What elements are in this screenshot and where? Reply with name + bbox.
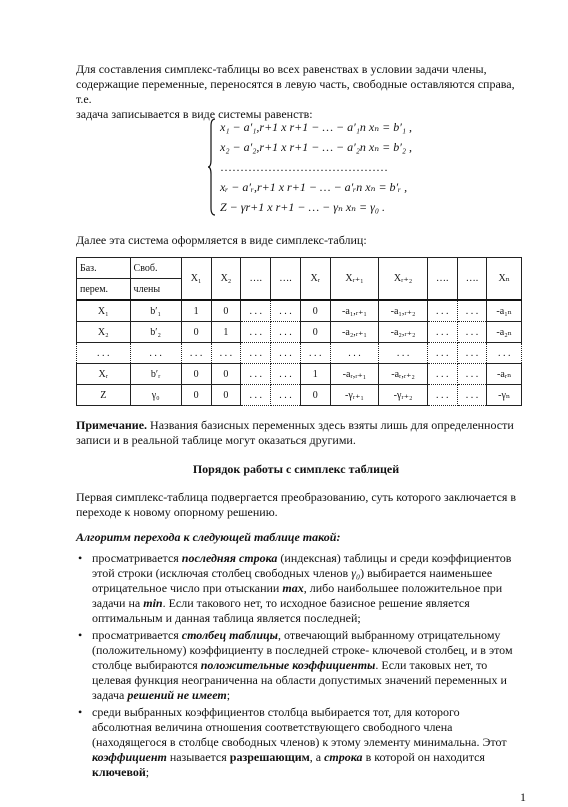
table-cell: . . .: [427, 300, 457, 322]
table-cell: -a₂,ᵣ₊₁: [330, 322, 379, 343]
first-paragraph: [76, 490, 516, 520]
note-line-1: Названия базисных переменных здесь взяты лишь для определенности: [147, 418, 514, 432]
table-cell: Xᵣ: [77, 364, 131, 385]
algorithm-title: Алгоритм перехода к следующей таблице такой:: [76, 530, 341, 544]
table-cell: -aᵣ,ᵣ₊₁: [330, 364, 379, 385]
page-number: 1: [520, 790, 526, 804]
table-cell: -aᵣ,ᵣ₊₂: [379, 364, 428, 385]
intro-line-1: Для составления симплекс-таблицы во всех равенствах в условии задачи члены,: [76, 62, 487, 76]
intro-line-2: содержащие переменные, переносятся в левую часть, свободные оставляются справа, т.е.: [76, 77, 515, 106]
table-cell: . . .: [130, 343, 181, 364]
table-header-row-1: [77, 258, 522, 279]
bullet1-text: . Если такового нет, то исходное базисное решение является оптимальным и данная таблица является последней;: [92, 596, 470, 625]
table-header-cell: ….: [427, 258, 457, 301]
table-cell: . . .: [457, 322, 487, 343]
bullet1-text: (индексная) таблицы и среди коэффициентов этой строки (исключая столбец свободных членов: [92, 551, 512, 580]
table-row: [77, 385, 522, 406]
table-cell: 1: [300, 364, 330, 385]
table-row: [77, 300, 522, 322]
table-cell: . . .: [300, 343, 330, 364]
table-header-cell: ….: [271, 258, 301, 301]
bullet-icon: •: [78, 705, 83, 719]
table-cell: -a₁ₙ: [487, 300, 522, 322]
table-cell: Z: [77, 385, 131, 406]
bullet2-emph-positive: положительные коэффициенты: [200, 658, 376, 672]
table-row: [77, 322, 522, 343]
table-cell: . . .: [181, 343, 211, 364]
table-cell: γ₀: [130, 385, 181, 406]
table-cell: 0: [211, 385, 241, 406]
table-cell: 0: [300, 300, 330, 322]
table-cell: . . .: [241, 385, 271, 406]
table-cell: . . .: [77, 343, 131, 364]
table-header-cell: ….: [241, 258, 271, 301]
brace-icon: [208, 118, 216, 216]
table-cell: -γᵣ₊₂: [379, 385, 428, 406]
table-cell: X₂: [77, 322, 131, 343]
bullet2-text: . Если таковых нет, то целевая функция неограниченна на области допустимых значений переменных и задача: [92, 658, 507, 702]
table-cell: . . .: [241, 364, 271, 385]
intro-paragraph: [76, 62, 516, 122]
equation-2: x₂ − a′₂,r+1 x r+1 − … − a′₂n xₙ = b′₂ ,: [220, 140, 412, 154]
table-header-cell: перем.: [77, 279, 131, 301]
table-cell: X₁: [77, 300, 131, 322]
bullet-icon: •: [78, 551, 83, 565]
table-cell: b′ᵣ: [130, 364, 181, 385]
table-cell: . . .: [330, 343, 379, 364]
table-cell: . . .: [271, 343, 301, 364]
note-paragraph: [76, 418, 516, 448]
table-cell: 1: [211, 322, 241, 343]
table-cell: . . .: [271, 364, 301, 385]
table-cell: . . .: [271, 322, 301, 343]
table-header-cell: Своб.: [130, 258, 181, 279]
bullet3-text: ;: [145, 765, 150, 779]
bullet2-emph-column: столбец таблицы: [181, 628, 279, 642]
first-line-1: Первая симплекс-таблица подвергается преобразованию, суть которого заключается в: [76, 490, 517, 504]
table-cell: . . .: [271, 300, 301, 322]
table-cell: . . .: [379, 343, 428, 364]
bullet3-emph-key: ключевой: [92, 765, 146, 779]
bullet1-min: min: [143, 596, 163, 610]
bullet3-text: среди выбранных коэффициентов столбца выбирается тот, для которого абсолютная величина отношения соответствующего свободного члена (находящегося в столбце свободных членов) к этому элементу минимальна. Этот: [92, 705, 507, 749]
table-cell: . . .: [457, 300, 487, 322]
bullet1-emph-last-row: последняя строка: [181, 551, 278, 565]
bullet-icon: •: [78, 628, 83, 642]
bullet3-text: называется: [166, 750, 230, 764]
table-header-cell: Баз.: [77, 258, 131, 279]
bullet1-gamma0: γ₀: [351, 566, 361, 580]
table-row: [77, 364, 522, 385]
table-cell: 0: [181, 364, 211, 385]
table-cell: . . .: [427, 364, 457, 385]
simplex-table: [76, 257, 522, 406]
table-cell: . . .: [427, 385, 457, 406]
note-line-2: записи и в реальной таблице могут оказаться другими.: [76, 433, 356, 447]
bullet3-emph-coefficient: коэффициент: [92, 750, 167, 764]
table-cell: 0: [181, 322, 211, 343]
table-cell: . . .: [457, 385, 487, 406]
table-cell: -a₁,ᵣ₊₂: [379, 300, 428, 322]
table-cell: 0: [300, 322, 330, 343]
table-cell: 0: [181, 385, 211, 406]
table-header-cell: X₂: [211, 258, 241, 301]
bullet3-text: , а: [309, 750, 325, 764]
table-header-cell: Xᵣ₊₁: [330, 258, 379, 301]
intro-line-3: задача записывается в виде системы равенств:: [76, 107, 313, 121]
bullet1-text: просматривается: [92, 551, 182, 565]
list-item: [76, 551, 516, 626]
table-cell: 0: [211, 364, 241, 385]
equation-1: x₁ − a′₁,r+1 x r+1 − … − a′₁n xₙ = b′₁ ,: [220, 120, 412, 134]
note-label: Примечание.: [76, 418, 148, 432]
equation-r: xᵣ − a′ᵣ,r+1 x r+1 − … − a′ᵣn xₙ = b′ᵣ ,: [220, 180, 408, 194]
table-cell: . . .: [427, 322, 457, 343]
equation-system: [208, 114, 428, 216]
table-header-cell: Xₙ: [487, 258, 522, 301]
table-cell: 0: [300, 385, 330, 406]
table-cell: b′₁: [130, 300, 181, 322]
table-cell: 0: [211, 300, 241, 322]
list-item: [76, 705, 516, 780]
table-cell: . . .: [241, 322, 271, 343]
bullet2-text: ;: [226, 688, 231, 702]
table-cell: -a₂ₙ: [487, 322, 522, 343]
table-cell: . . .: [271, 385, 301, 406]
bullet2-text: просматривается: [92, 628, 182, 642]
bullet2-text: , отвечающий выбранному отрицательному (положительному) коэффициенту в последней строке- ключевой столбец, и в этом столбце выбираются: [92, 628, 513, 672]
table-cell: -γₙ: [487, 385, 522, 406]
table-cell: . . .: [241, 300, 271, 322]
bullet3-emph-resolving: разрешающим: [229, 750, 310, 764]
table-cell: b′₂: [130, 322, 181, 343]
equation-ellipsis: ……………………………………: [220, 160, 388, 174]
list-item: [76, 628, 516, 703]
table-cell: . . .: [487, 343, 522, 364]
table-header-cell: ….: [457, 258, 487, 301]
table-cell: . . .: [427, 343, 457, 364]
table-header-cell: Xᵣ: [300, 258, 330, 301]
table-cell: -aᵣₙ: [487, 364, 522, 385]
bullet1-max: max: [282, 581, 304, 595]
table-cell: -a₂,ᵣ₊₂: [379, 322, 428, 343]
table-cell: . . .: [457, 343, 487, 364]
table-cell: . . .: [241, 343, 271, 364]
equation-z: Z − γr+1 x r+1 − … − γₙ xₙ = γ₀ .: [220, 200, 386, 214]
bullet2-emph-no-solution: решений не имеет: [127, 688, 227, 702]
table-header-cell: X₁: [181, 258, 211, 301]
table-header-cell: Xᵣ₊₂: [379, 258, 428, 301]
section-heading: Порядок работы с симплекс таблицей: [192, 462, 400, 476]
table-cell: 1: [181, 300, 211, 322]
first-line-2: переходе к новому опорному решению.: [76, 505, 278, 519]
table-cell: . . .: [211, 343, 241, 364]
table-cell: -γᵣ₊₁: [330, 385, 379, 406]
table-cell: -a₁,ᵣ₊₁: [330, 300, 379, 322]
further-text: Далее эта система оформляется в виде симплекс-таблиц:: [76, 233, 367, 247]
table-row: [77, 343, 522, 364]
bullet3-emph-row: строка: [324, 750, 363, 764]
table-header-cell: члены: [130, 279, 181, 301]
bullet1-text: ) выбирается наименьшее отрицательное число при отыскании: [92, 566, 493, 595]
table-cell: . . .: [457, 364, 487, 385]
bullet1-text: , либо наибольшее положительное при задачи на: [92, 581, 503, 610]
bullet3-text: в которой он находится: [362, 750, 485, 764]
algorithm-list: [76, 551, 516, 782]
